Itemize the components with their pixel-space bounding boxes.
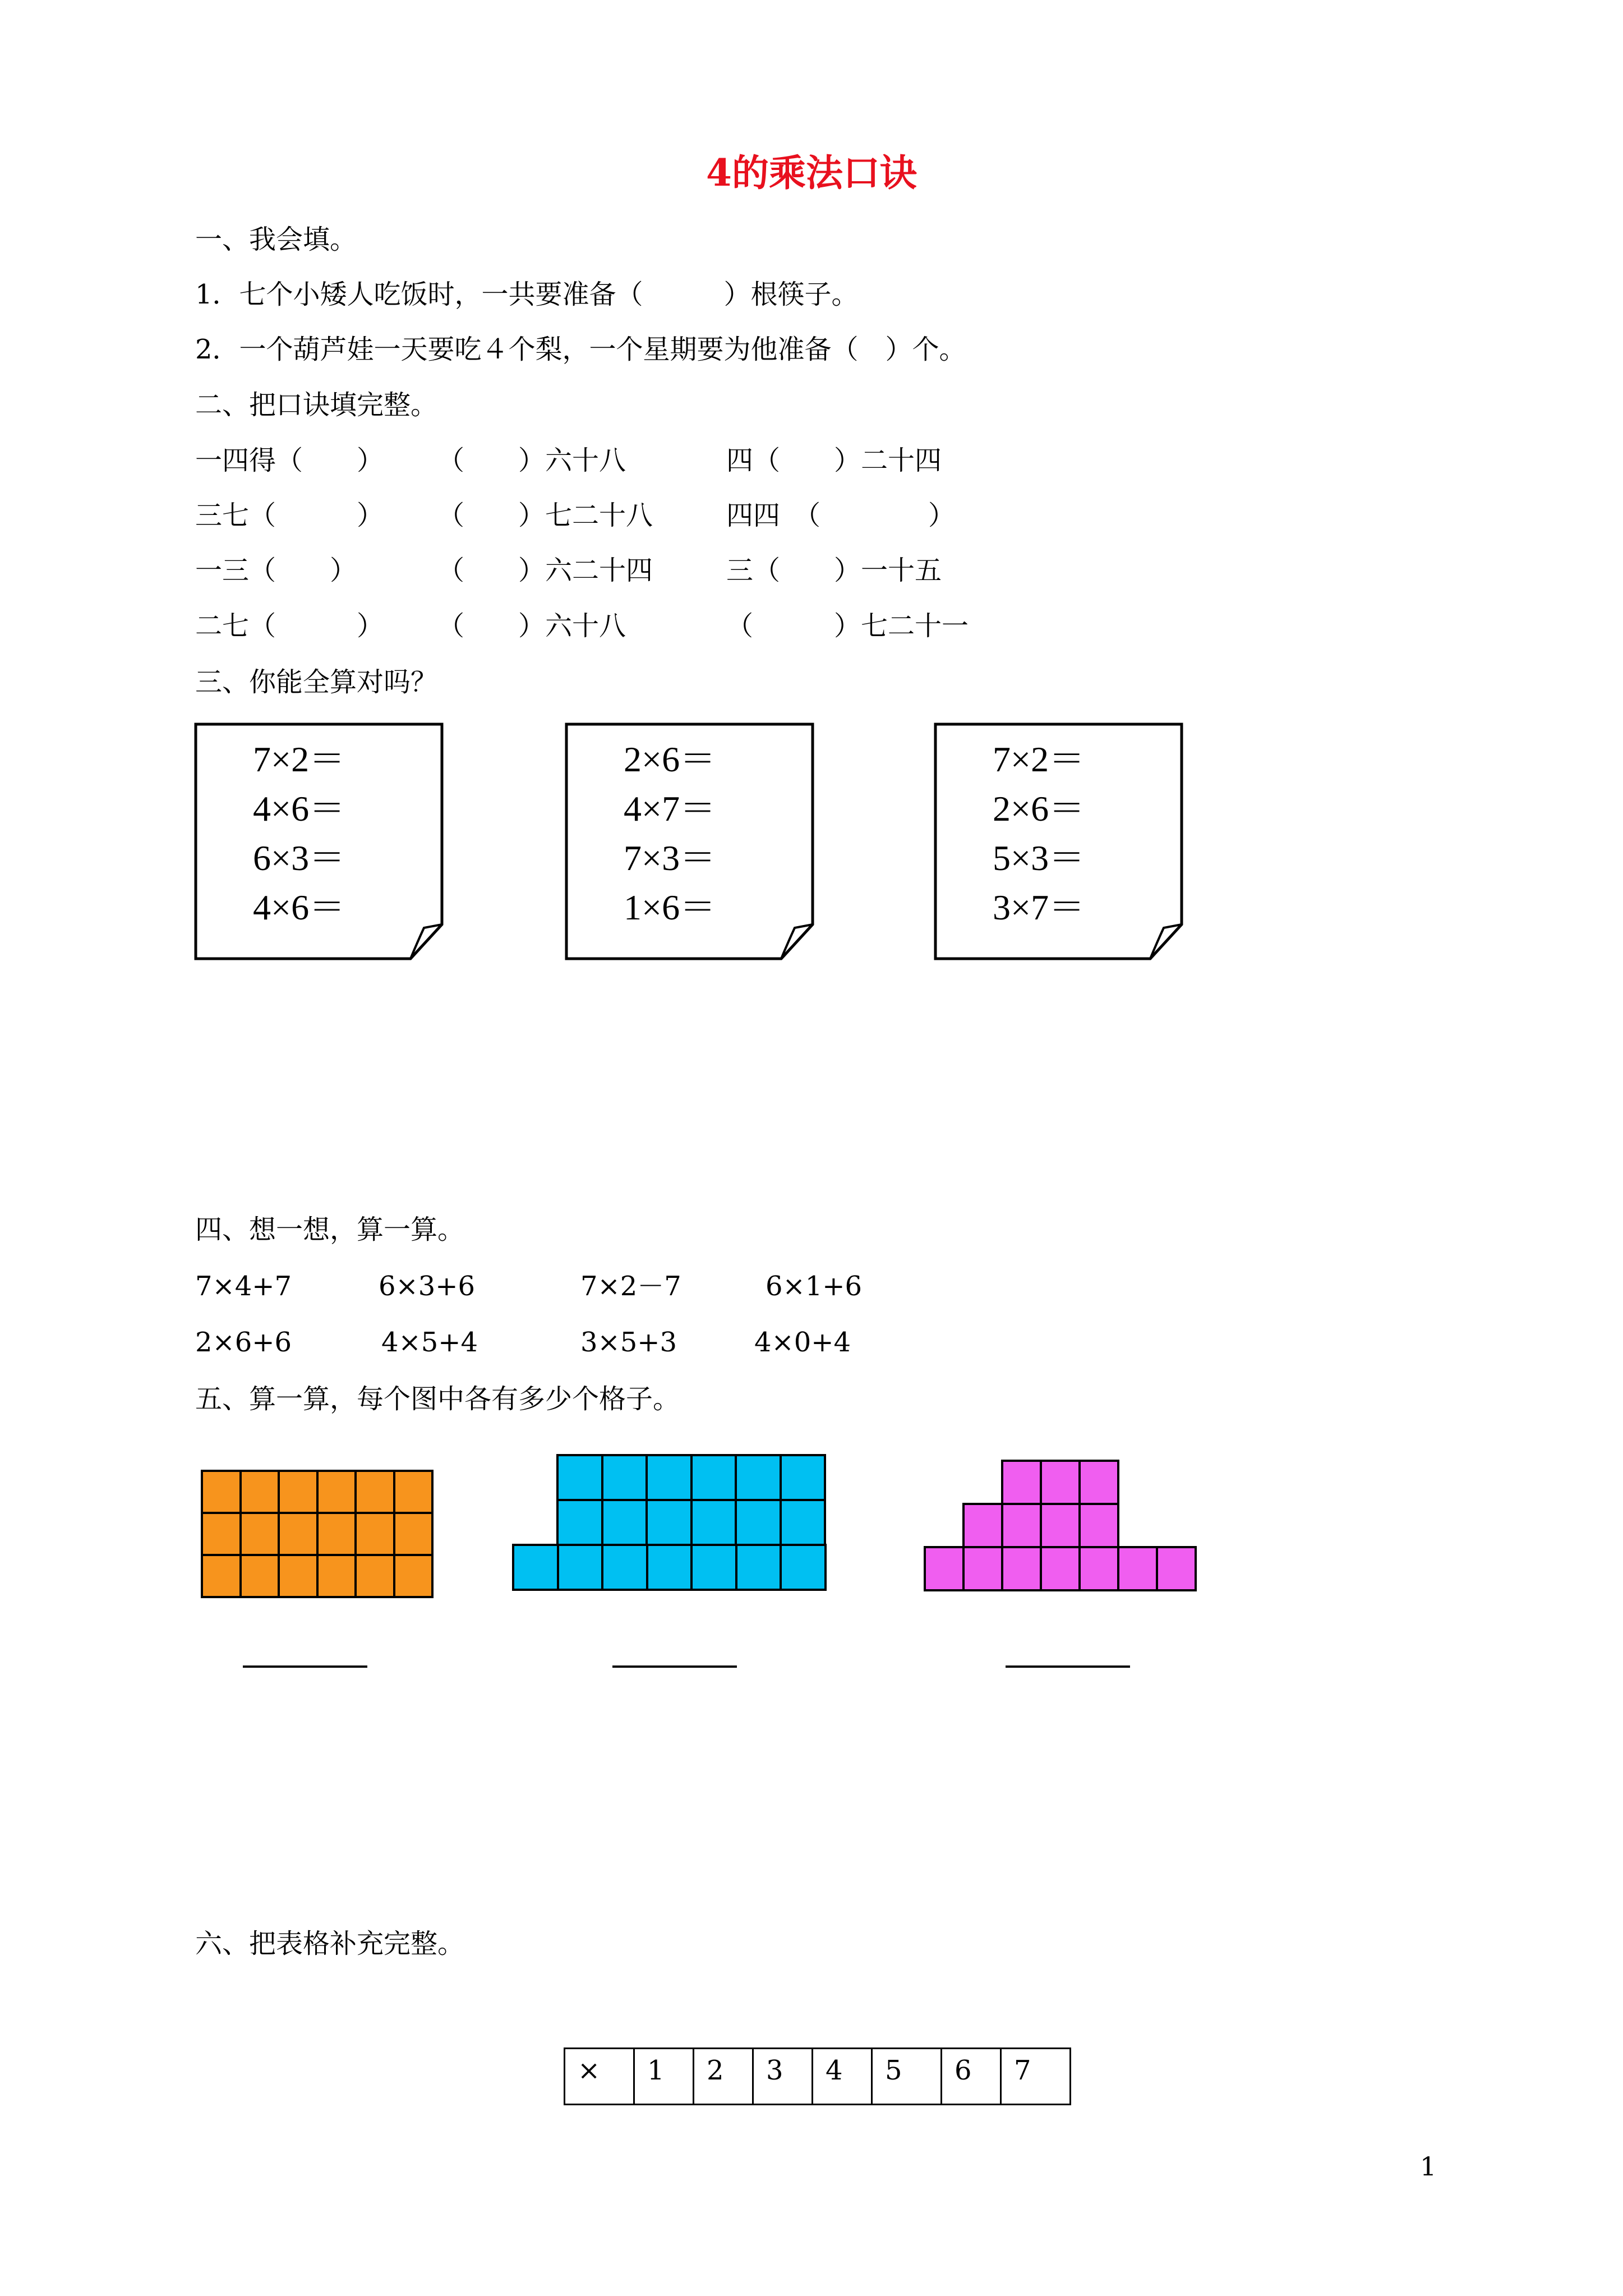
grid-cell (393, 1512, 434, 1556)
equation: 4×6＝ (253, 789, 345, 829)
table-cell: 6 (942, 2049, 1001, 2105)
calc-item: 4×5+4 (381, 1327, 478, 1358)
rhyme-item: （ ）六二十四 (437, 555, 653, 586)
calc-item: 4×0+4 (754, 1327, 851, 1358)
equation: 1×6＝ (624, 887, 716, 927)
grid-cell (601, 1454, 648, 1501)
grid-cell (601, 1544, 648, 1591)
grid-cell (1117, 1546, 1158, 1591)
rhyme-item: 三（ ）一十五 (726, 555, 942, 586)
rhyme-item: （ ）六十八 (437, 445, 626, 476)
grid-cell (201, 1470, 242, 1514)
grid-cell (556, 1499, 603, 1546)
equation: 7×2＝ (253, 739, 345, 779)
grid-cell (735, 1499, 782, 1546)
table-cell: 2 (694, 2049, 753, 2105)
section1-heading: 一、我会填。 (195, 224, 357, 255)
table-cell: 3 (753, 2049, 813, 2105)
grid-cell (780, 1499, 827, 1546)
equation: 2×6＝ (624, 739, 716, 779)
grid-cell (354, 1512, 395, 1556)
rhyme-item: 四四 （ ） (726, 500, 956, 531)
grid-cell (1001, 1546, 1042, 1591)
section2-heading: 二、把口诀填完整。 (195, 389, 438, 421)
grid-cell (239, 1554, 280, 1598)
grid-cell (690, 1544, 737, 1591)
equation: 7×3＝ (624, 838, 716, 878)
table-row (565, 2049, 1071, 2105)
grid-cell (1040, 1460, 1081, 1505)
grid-cell (962, 1546, 1003, 1591)
grid-cell (962, 1503, 1003, 1548)
grid-cell (316, 1470, 357, 1514)
table-cell: 4 (813, 2049, 872, 2105)
calc-item: 6×3+6 (379, 1271, 476, 1302)
grid-cell (1001, 1503, 1042, 1548)
exercise-card-1 (194, 723, 446, 960)
answer-blank[interactable] (1006, 1665, 1130, 1668)
calc-item: 6×1+6 (766, 1271, 863, 1302)
rhyme-item: （ ）七二十八 (437, 500, 653, 531)
grid-cell (512, 1544, 559, 1591)
grid-cell (645, 1454, 693, 1501)
grid-cell (278, 1470, 319, 1514)
page-number: 1 (1420, 2151, 1437, 2182)
equation: 6×3＝ (253, 838, 345, 878)
rhyme-item: 三七（ ） (195, 500, 384, 531)
equation: 3×7＝ (993, 887, 1085, 927)
section1-question-1: 1．七个小矮人吃饭时，一共要准备（ ）根筷子。 (195, 279, 859, 310)
grid-cell (239, 1512, 280, 1556)
equation: 7×2＝ (993, 739, 1085, 779)
grid-cell (239, 1470, 280, 1514)
grid-cell (316, 1512, 357, 1556)
rhyme-item: （ ）六十八 (437, 610, 626, 642)
answer-blank[interactable] (243, 1665, 367, 1668)
grid-cell (201, 1554, 242, 1598)
table-cell: 1 (634, 2049, 694, 2105)
grid-cell (556, 1454, 603, 1501)
grid-cell (1078, 1546, 1119, 1591)
grid-cell (393, 1470, 434, 1514)
table-cell: 5 (872, 2049, 942, 2105)
table-cell: × (565, 2049, 634, 2105)
equation: 4×7＝ (624, 789, 716, 829)
grid-cell (646, 1544, 693, 1591)
grid-cell (278, 1554, 319, 1598)
calc-item: 7×4+7 (195, 1271, 292, 1302)
table-cell: 7 (1001, 2049, 1071, 2105)
equation: 2×6＝ (993, 789, 1085, 829)
section5-heading: 五、算一算，每个图中各有多少个格子。 (195, 1383, 680, 1415)
grid-cell (1040, 1546, 1081, 1591)
calc-item: 2×6+6 (195, 1327, 292, 1358)
grid-cell (601, 1499, 648, 1546)
grid-cell (278, 1512, 319, 1556)
grid-cell (354, 1554, 395, 1598)
grid-cell (690, 1454, 737, 1501)
grid-cell (393, 1554, 434, 1598)
page-title: 4的乘法口诀 (706, 151, 917, 195)
grid-cell (1001, 1460, 1042, 1505)
section6-heading: 六、把表格补充完整。 (195, 1928, 465, 1959)
equation: 4×6＝ (253, 887, 345, 927)
grid-cell (690, 1499, 737, 1546)
grid-cell (735, 1544, 782, 1591)
grid-cell (557, 1544, 604, 1591)
rhyme-item: 一三（ ） (195, 555, 357, 586)
grid-cell (645, 1499, 693, 1546)
grid-cell (1156, 1546, 1197, 1591)
grid-cell (201, 1512, 242, 1556)
grid-cell (354, 1470, 395, 1514)
section3-heading: 三、你能全算对吗？ (195, 666, 438, 698)
grid-cell (1078, 1503, 1119, 1548)
grid-cell (780, 1544, 827, 1591)
multiplication-table (564, 2047, 1071, 2105)
equation: 5×3＝ (993, 838, 1085, 878)
grid-cell (780, 1454, 827, 1501)
calc-item: 3×5+3 (580, 1327, 677, 1358)
grid-cell (1078, 1460, 1119, 1505)
grid-cell (1040, 1503, 1081, 1548)
rhyme-item: 二七（ ） (195, 610, 384, 642)
section1-question-2: 2．一个葫芦娃一天要吃４个梨，一个星期要为他准备（ ）个。 (195, 334, 966, 365)
exercise-card-2 (565, 723, 817, 960)
grid-cell (735, 1454, 782, 1501)
rhyme-item: （ ）七二十一 (726, 610, 969, 642)
rhyme-item: 四（ ）二十四 (726, 445, 942, 476)
rhyme-item: 一四得（ ） (195, 445, 384, 476)
answer-blank[interactable] (612, 1665, 737, 1668)
calc-item: 7×2－7 (580, 1271, 681, 1302)
grid-cell (924, 1546, 965, 1591)
exercise-card-3 (934, 723, 1186, 960)
section4-heading: 四、想一想，算一算。 (195, 1214, 465, 1245)
grid-cell (316, 1554, 357, 1598)
